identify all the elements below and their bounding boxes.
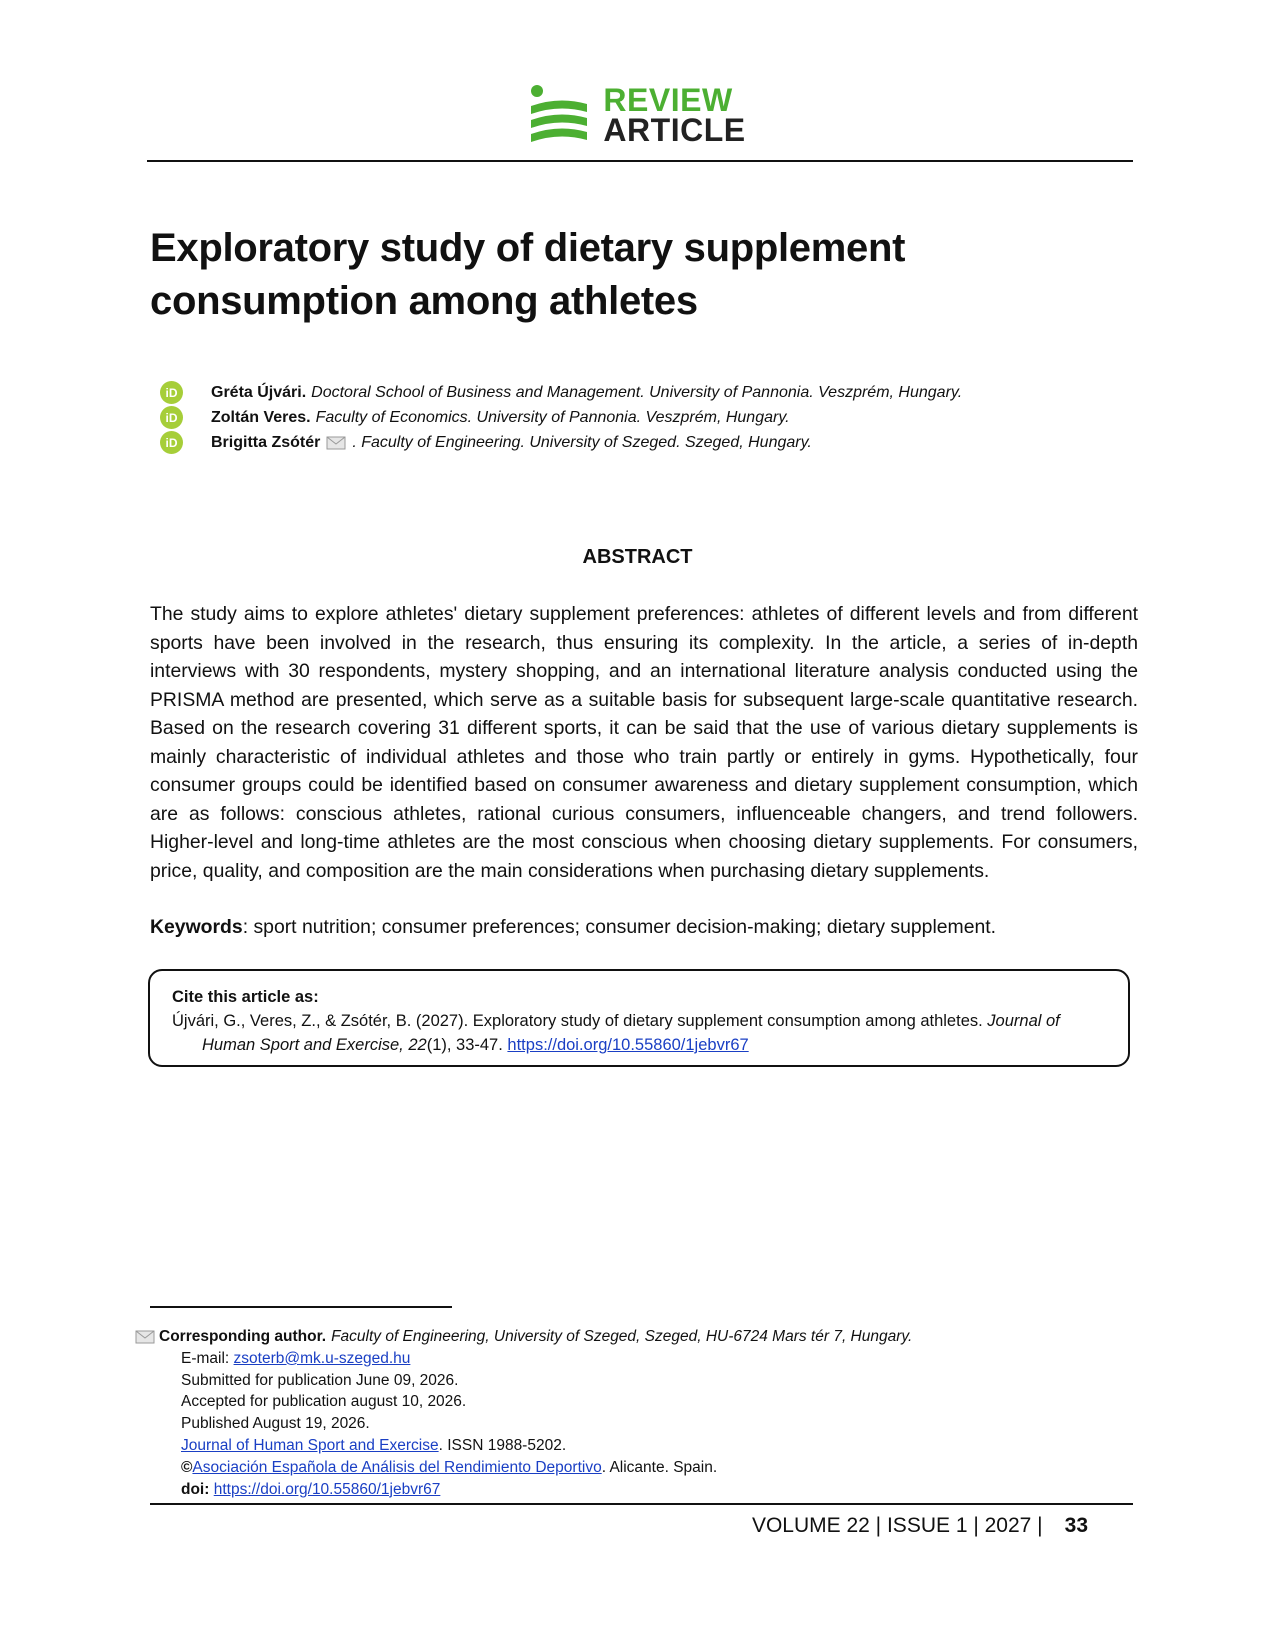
page-number: 33 [1064, 1514, 1088, 1537]
footnote [135, 1326, 1135, 1500]
corresponding-address: Faculty of Engineering, University of Szeged, Szeged, HU-6724 Mars tér 7, Hungary. [331, 1328, 913, 1345]
issn-text: . ISSN 1988-5202. [438, 1436, 567, 1454]
abstract-body: The study aims to explore athletes' dietary supplement preferences: athletes of different levels and from different sports have been involved in the research, thus ensuring its complexity. In the article, a series of in-depth interviews with 30 respondents, mystery shopping, and an international literature analysis conducted using the PRISMA method are presented, which serve as a suitable basis for subsequent large-scale quantitative research. Based on the research covering 31 different sports, it can be said that the use of various dietary supplements is mainly characteristic of individual athletes and those who train partly or entirely in gyms. Hypothetically, four consumer groups could be identified based on consumer awareness and dietary supplement consumption, which are as follows: conscious athletes, rational curious consumers, influenceable changers, and trend followers. Higher-level and long-time athletes are the most conscious when choosing dietary supplements. For consumers, price, quality, and composition are the main considerations when purchasing dietary supplements. [150, 603, 1138, 882]
author-affiliation: Doctoral School of Business and Management. University of Pannonia. Veszprém, Hungary. [311, 383, 963, 401]
author-row [160, 380, 1140, 405]
volume-issue-text: VOLUME 22 | ISSUE 1 | 2027 | [751, 1514, 1043, 1537]
keywords-text: : sport nutrition; consumer preferences; consumer decision-making; dietary supplement. [242, 916, 997, 938]
header-divider [147, 160, 1133, 162]
author-name: Brigitta Zsótér [211, 433, 321, 451]
location-text: . Alicante. Spain. [601, 1458, 718, 1476]
author-affiliation: Faculty of Economics. University of Pannonia. Veszprém, Hungary. [315, 408, 790, 426]
orcid-icon[interactable]: iD [160, 431, 183, 454]
logo-text [603, 82, 746, 148]
page-footer [0, 1514, 1088, 1538]
email-link[interactable]: zsoterb@mk.u-szeged.hu [233, 1349, 411, 1367]
journal-link[interactable]: Journal of Human Sport and Exercise [181, 1436, 439, 1454]
citation-continuation [172, 1033, 1110, 1057]
author-name: Zoltán Veres. [211, 408, 311, 426]
orcid-icon[interactable]: iD [160, 406, 183, 429]
citation-authors: Újvári, G., Veres, Z., & Zsótér, B. (2027). Exploratory study of dietary supplement consumption among athletes. [172, 1012, 988, 1030]
author-list [160, 380, 1140, 455]
citation-box [148, 969, 1130, 1067]
citation-issue-pages: (1), 33-47. [426, 1036, 508, 1054]
keywords [150, 913, 1138, 941]
corresponding-label: Corresponding author. [159, 1328, 327, 1345]
citation-doi-link[interactable]: https://doi.org/10.55860/1jebvr67 [507, 1036, 749, 1054]
author-row [160, 405, 1140, 430]
logo-line-review: REVIEW [603, 82, 733, 118]
stripes-logo-icon [529, 84, 589, 146]
citation-journal-part1: Journal of [987, 1012, 1060, 1030]
review-article-logo [0, 84, 1275, 146]
footer-divider [150, 1503, 1133, 1505]
orcid-icon[interactable]: iD [160, 381, 183, 404]
email-row [135, 1348, 1135, 1370]
accepted-date: Accepted for publication august 10, 2026. [181, 1393, 467, 1411]
article-title: Exploratory study of dietary supplement consumption among athletes [150, 226, 906, 323]
copyright-symbol: © [181, 1458, 193, 1476]
doi-label: doi: [181, 1480, 214, 1498]
journal-row [135, 1435, 1135, 1457]
citation-journal-part2: Human Sport and Exercise, 22 [202, 1036, 427, 1054]
citation-label: Cite this article as: [172, 988, 319, 1006]
submitted-date: Submitted for publication June 09, 2026. [181, 1371, 459, 1389]
author-row [160, 430, 1140, 455]
citation-text [172, 1009, 1110, 1033]
author-name: Gréta Újvári. [211, 383, 307, 401]
footnote-divider [150, 1306, 452, 1308]
doi-link[interactable]: https://doi.org/10.55860/1jebvr67 [213, 1480, 441, 1498]
author-affiliation: . Faculty of Engineering. University of Szeged. Szeged, Hungary. [352, 433, 812, 451]
doi-row [135, 1479, 1135, 1501]
abstract-heading: ABSTRACT [582, 546, 693, 568]
corresponding-author-row [135, 1326, 1135, 1348]
copyright-row [135, 1457, 1135, 1479]
logo-line-article: ARTICLE [603, 112, 746, 148]
envelope-icon [135, 1330, 155, 1344]
keywords-label: Keywords [150, 916, 243, 938]
envelope-icon [326, 436, 346, 450]
email-label: E-mail: [181, 1349, 234, 1367]
association-link[interactable]: Asociación Española de Análisis del Rendimiento Deportivo [192, 1458, 602, 1476]
published-date: Published August 19, 2026. [181, 1415, 370, 1433]
